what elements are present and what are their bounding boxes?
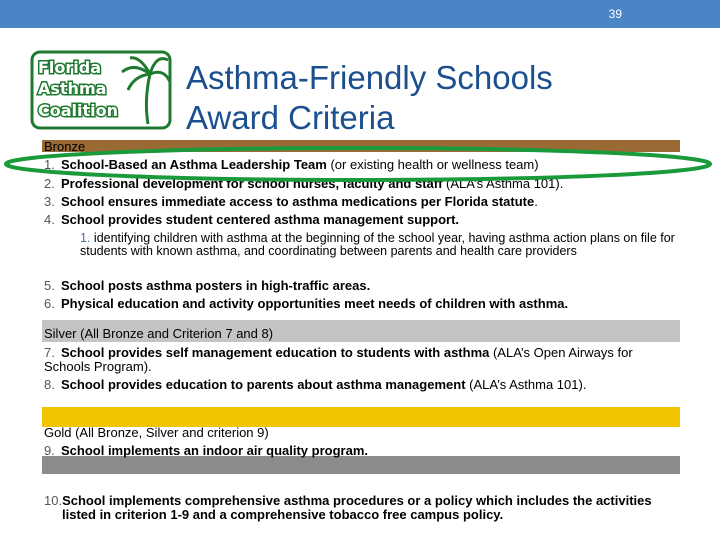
criterion-9: 9. School implements an indoor air quality program. [44, 443, 368, 458]
criterion-1: 1. School-Based an Asthma Leadership Team (or existing health or wellness team) [44, 157, 539, 172]
slide-title [186, 58, 553, 138]
criterion-10: 10.School implements comprehensive asthma procedures or a policy which includes the activities listed in criterion 1-9 and a comprehensive tobacco free campus policy. [44, 493, 652, 522]
logo-line1: Florida [38, 58, 102, 77]
gold-band [42, 407, 680, 427]
bronze-label: Bronze [44, 139, 86, 152]
criterion-7: 7. School provides self management education to students with asthma (ALA’s Open Airways for Schools Program). [44, 345, 633, 374]
florida-asthma-coalition-logo [30, 50, 172, 130]
silver-label: Silver (All Bronze and Criterion 7 and 8) [44, 326, 274, 341]
criterion-5: 5. School posts asthma posters in high-traffic areas. [44, 278, 371, 293]
platinum-band [42, 456, 680, 474]
criterion-2: 2. Professional development for school nurses, faculty and staff (ALA’s Asthma 101). [44, 176, 564, 191]
title-line1: Asthma-Friendly Schools [186, 59, 553, 96]
gold-label: Gold (All Bronze, Silver and criterion 9) [44, 425, 269, 440]
title-line2: Award Criteria [186, 99, 395, 136]
criterion-4-sub-item: 1. identifying children with asthma at the beginning of the school year, having asthma action plans on file for students with known asthma, and coordinating between parents and health care providers [80, 231, 675, 258]
logo-line3: Coalition [38, 101, 119, 120]
logo-line2: Asthma [38, 79, 107, 98]
criterion-8: 8. School provides education to parents about asthma management (ALA’s Asthma 101). [44, 377, 587, 392]
criterion-4: 4. School provides student centered asthma management support. [44, 212, 460, 227]
criterion-6: 6. Physical education and activity opportunities meet needs of children with asthma. [44, 296, 569, 311]
criterion-3: 3. School ensures immediate access to asthma medications per Florida statute. [44, 194, 538, 209]
slide-number: 39 [608, 7, 622, 21]
highlight-oval [2, 145, 714, 183]
